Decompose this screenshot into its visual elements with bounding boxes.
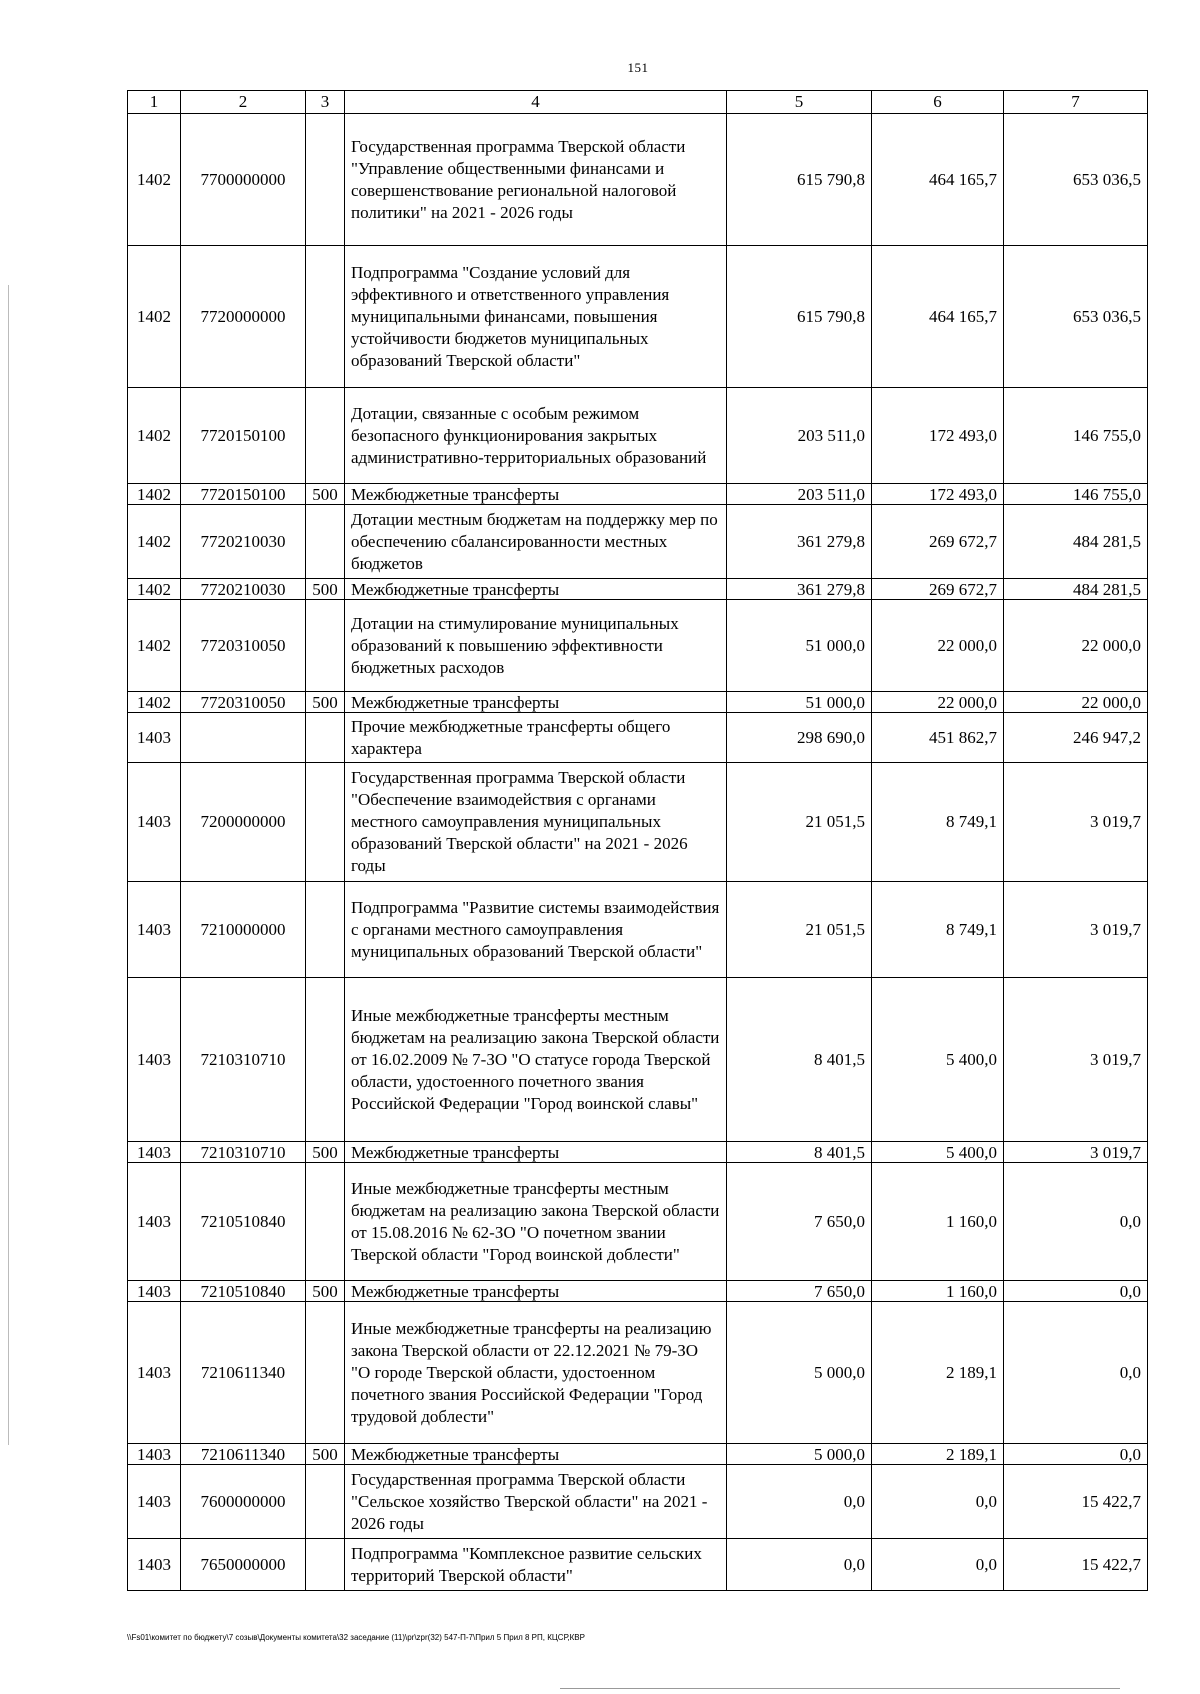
- amount-2024-cell: 361 279,8: [727, 505, 872, 579]
- section-cell: 1403: [128, 1302, 181, 1444]
- name-cell: Государственная программа Тверской области "Обеспечение взаимодействия с органами местного самоуправления муниципальных образований Тверской области" на 2021 - 2026 годы: [345, 763, 727, 882]
- target-code-cell: 7210000000: [181, 882, 306, 978]
- amount-2026-cell: 15 422,7: [1004, 1465, 1148, 1539]
- target-code-cell: 7720000000: [181, 246, 306, 388]
- expense-type-cell: [306, 505, 345, 579]
- expense-type-cell: [306, 1465, 345, 1539]
- amount-2025-cell: 269 672,7: [872, 505, 1004, 579]
- target-code-cell: 7210310710: [181, 1142, 306, 1163]
- amount-2025-cell: 172 493,0: [872, 484, 1004, 505]
- amount-2026-cell: 0,0: [1004, 1302, 1148, 1444]
- amount-2026-cell: 146 755,0: [1004, 388, 1148, 484]
- target-code-cell: 7210611340: [181, 1302, 306, 1444]
- table-row: [128, 1142, 1148, 1163]
- table-row: [128, 484, 1148, 505]
- amount-2024-cell: 8 401,5: [727, 1142, 872, 1163]
- header-row: [128, 91, 1148, 114]
- amount-2025-cell: 0,0: [872, 1465, 1004, 1539]
- budget-table: [127, 90, 1148, 1591]
- table-row: [128, 978, 1148, 1142]
- expense-type-cell: 500: [306, 579, 345, 600]
- target-code-cell: 7600000000: [181, 1465, 306, 1539]
- expense-type-cell: [306, 1163, 345, 1281]
- expense-type-cell: 500: [306, 692, 345, 713]
- amount-2026-cell: 3 019,7: [1004, 1142, 1148, 1163]
- amount-2024-cell: 8 401,5: [727, 978, 872, 1142]
- amount-2024-cell: 51 000,0: [727, 692, 872, 713]
- amount-2026-cell: 246 947,2: [1004, 713, 1148, 763]
- expense-type-cell: 500: [306, 484, 345, 505]
- section-cell: 1403: [128, 882, 181, 978]
- amount-2026-cell: 0,0: [1004, 1281, 1148, 1302]
- amount-2026-cell: 3 019,7: [1004, 882, 1148, 978]
- column-header: 3: [306, 91, 345, 114]
- expense-type-cell: 500: [306, 1142, 345, 1163]
- table-row: [128, 505, 1148, 579]
- name-cell: Подпрограмма "Развитие системы взаимодействия с органами местного самоуправления муниципальных образований Тверской области": [345, 882, 727, 978]
- amount-2024-cell: 51 000,0: [727, 600, 872, 692]
- amount-2026-cell: 3 019,7: [1004, 763, 1148, 882]
- table-row: [128, 388, 1148, 484]
- amount-2026-cell: 0,0: [1004, 1444, 1148, 1465]
- amount-2026-cell: 15 422,7: [1004, 1539, 1148, 1591]
- name-cell: Государственная программа Тверской области "Сельское хозяйство Тверской области" на 2021 - 2026 годы: [345, 1465, 727, 1539]
- amount-2025-cell: 464 165,7: [872, 246, 1004, 388]
- section-cell: 1403: [128, 1142, 181, 1163]
- amount-2025-cell: 172 493,0: [872, 388, 1004, 484]
- amount-2024-cell: 21 051,5: [727, 763, 872, 882]
- name-cell: Межбюджетные трансферты: [345, 1281, 727, 1302]
- name-cell: Иные межбюджетные трансферты местным бюджетам на реализацию закона Тверской области от 15.08.2016 № 62-ЗО "О почетном звании Тверской области "Город воинской доблести": [345, 1163, 727, 1281]
- expense-type-cell: [306, 978, 345, 1142]
- amount-2024-cell: 361 279,8: [727, 579, 872, 600]
- amount-2026-cell: 653 036,5: [1004, 114, 1148, 246]
- section-cell: 1402: [128, 246, 181, 388]
- name-cell: Дотации, связанные с особым режимом безопасного функционирования закрытых административно-территориальных образований: [345, 388, 727, 484]
- expense-type-cell: [306, 882, 345, 978]
- amount-2026-cell: 22 000,0: [1004, 692, 1148, 713]
- target-code-cell: 7210510840: [181, 1163, 306, 1281]
- name-cell: Межбюджетные трансферты: [345, 692, 727, 713]
- section-cell: 1402: [128, 114, 181, 246]
- section-cell: 1402: [128, 579, 181, 600]
- target-code-cell: 7720310050: [181, 600, 306, 692]
- target-code-cell: 7210510840: [181, 1281, 306, 1302]
- amount-2026-cell: 653 036,5: [1004, 246, 1148, 388]
- amount-2024-cell: 615 790,8: [727, 114, 872, 246]
- table-row: [128, 246, 1148, 388]
- amount-2024-cell: 21 051,5: [727, 882, 872, 978]
- table-row: [128, 1444, 1148, 1465]
- amount-2025-cell: 269 672,7: [872, 579, 1004, 600]
- name-cell: Дотации на стимулирование муниципальных образований к повышению эффективности бюджетных расходов: [345, 600, 727, 692]
- target-code-cell: 7720210030: [181, 505, 306, 579]
- amount-2026-cell: 3 019,7: [1004, 978, 1148, 1142]
- amount-2024-cell: 5 000,0: [727, 1444, 872, 1465]
- amount-2024-cell: 7 650,0: [727, 1281, 872, 1302]
- section-cell: 1403: [128, 1163, 181, 1281]
- amount-2025-cell: 8 749,1: [872, 882, 1004, 978]
- expense-type-cell: [306, 246, 345, 388]
- column-header: 5: [727, 91, 872, 114]
- amount-2024-cell: 7 650,0: [727, 1163, 872, 1281]
- section-cell: 1403: [128, 713, 181, 763]
- table-row: [128, 1163, 1148, 1281]
- amount-2025-cell: 22 000,0: [872, 692, 1004, 713]
- name-cell: Межбюджетные трансферты: [345, 484, 727, 505]
- name-cell: Межбюджетные трансферты: [345, 579, 727, 600]
- section-cell: 1402: [128, 505, 181, 579]
- column-header: 4: [345, 91, 727, 114]
- name-cell: Подпрограмма "Создание условий для эффективного и ответственного управления муниципальными финансами, повышения устойчивости бюджетов муниципальных образований Тверской области": [345, 246, 727, 388]
- table-row: [128, 579, 1148, 600]
- amount-2026-cell: 484 281,5: [1004, 579, 1148, 600]
- table-row: [128, 1539, 1148, 1591]
- section-cell: 1403: [128, 978, 181, 1142]
- section-cell: 1402: [128, 484, 181, 505]
- amount-2025-cell: 5 400,0: [872, 1142, 1004, 1163]
- amount-2026-cell: 22 000,0: [1004, 600, 1148, 692]
- table-row: [128, 692, 1148, 713]
- expense-type-cell: 500: [306, 1281, 345, 1302]
- table-row: [128, 1465, 1148, 1539]
- column-header: 7: [1004, 91, 1148, 114]
- name-cell: Межбюджетные трансферты: [345, 1444, 727, 1465]
- amount-2024-cell: 615 790,8: [727, 246, 872, 388]
- amount-2025-cell: 451 862,7: [872, 713, 1004, 763]
- target-code-cell: 7210611340: [181, 1444, 306, 1465]
- name-cell: Подпрограмма "Комплексное развитие сельских территорий Тверской области": [345, 1539, 727, 1591]
- column-header: 2: [181, 91, 306, 114]
- name-cell: Прочие межбюджетные трансферты общего характера: [345, 713, 727, 763]
- amount-2025-cell: 5 400,0: [872, 978, 1004, 1142]
- column-header: 6: [872, 91, 1004, 114]
- scan-bottom-line: [560, 1688, 1120, 1689]
- table-row: [128, 1281, 1148, 1302]
- expense-type-cell: [306, 600, 345, 692]
- expense-type-cell: [306, 713, 345, 763]
- section-cell: 1402: [128, 600, 181, 692]
- target-code-cell: 7700000000: [181, 114, 306, 246]
- target-code-cell: 7210310710: [181, 978, 306, 1142]
- expense-type-cell: [306, 114, 345, 246]
- target-code-cell: 7720150100: [181, 484, 306, 505]
- amount-2024-cell: 0,0: [727, 1465, 872, 1539]
- amount-2024-cell: 5 000,0: [727, 1302, 872, 1444]
- amount-2025-cell: 0,0: [872, 1539, 1004, 1591]
- table-row: [128, 1302, 1148, 1444]
- table-row: [128, 114, 1148, 246]
- amount-2025-cell: 8 749,1: [872, 763, 1004, 882]
- table-row: [128, 882, 1148, 978]
- amount-2025-cell: 22 000,0: [872, 600, 1004, 692]
- amount-2024-cell: 0,0: [727, 1539, 872, 1591]
- expense-type-cell: [306, 1302, 345, 1444]
- page-number: 151: [627, 60, 649, 75]
- column-header: 1: [128, 91, 181, 114]
- section-cell: 1403: [128, 1281, 181, 1302]
- expense-type-cell: [306, 1539, 345, 1591]
- name-cell: Государственная программа Тверской области "Управление общественными финансами и совершенствование региональной налоговой политики" на 2021 - 2026 годы: [345, 114, 727, 246]
- amount-2024-cell: 203 511,0: [727, 388, 872, 484]
- amount-2025-cell: 464 165,7: [872, 114, 1004, 246]
- scan-margin-line: [8, 285, 9, 1445]
- target-code-cell: 7200000000: [181, 763, 306, 882]
- amount-2025-cell: 2 189,1: [872, 1302, 1004, 1444]
- expense-type-cell: [306, 763, 345, 882]
- expense-type-cell: 500: [306, 1444, 345, 1465]
- section-cell: 1403: [128, 1465, 181, 1539]
- name-cell: Иные межбюджетные трансферты на реализацию закона Тверской области от 22.12.2021 № 79-ЗО "О городе Тверской области, удостоенном почетного звания Российской Федерации "Город трудовой доблести": [345, 1302, 727, 1444]
- target-code-cell: 7720310050: [181, 692, 306, 713]
- amount-2024-cell: 298 690,0: [727, 713, 872, 763]
- target-code-cell: 7650000000: [181, 1539, 306, 1591]
- table-row: [128, 600, 1148, 692]
- amount-2025-cell: 1 160,0: [872, 1163, 1004, 1281]
- section-cell: 1403: [128, 1444, 181, 1465]
- amount-2026-cell: 146 755,0: [1004, 484, 1148, 505]
- footer-file-path: \\Fs01\комитет по бюджету\7 созыв\Документы комитета\32 заседание (11)\pr\zpr(32) 547-П-7\Прил 5 Прил 8 РП, КЦСР,КВР: [127, 1633, 585, 1642]
- target-code-cell: [181, 713, 306, 763]
- section-cell: 1403: [128, 1539, 181, 1591]
- name-cell: Дотации местным бюджетам на поддержку мер по обеспечению сбалансированности местных бюджетов: [345, 505, 727, 579]
- table-row: [128, 763, 1148, 882]
- target-code-cell: 7720210030: [181, 579, 306, 600]
- name-cell: Межбюджетные трансферты: [345, 1142, 727, 1163]
- section-cell: 1403: [128, 763, 181, 882]
- table-row: [128, 713, 1148, 763]
- section-cell: 1402: [128, 692, 181, 713]
- amount-2025-cell: 2 189,1: [872, 1444, 1004, 1465]
- amount-2024-cell: 203 511,0: [727, 484, 872, 505]
- amount-2026-cell: 484 281,5: [1004, 505, 1148, 579]
- expense-type-cell: [306, 388, 345, 484]
- target-code-cell: 7720150100: [181, 388, 306, 484]
- section-cell: 1402: [128, 388, 181, 484]
- amount-2026-cell: 0,0: [1004, 1163, 1148, 1281]
- amount-2025-cell: 1 160,0: [872, 1281, 1004, 1302]
- name-cell: Иные межбюджетные трансферты местным бюджетам на реализацию закона Тверской области от 16.02.2009 № 7-ЗО "О статусе города Тверской области, удостоенного почетного звания Российской Федерации "Город воинской славы": [345, 978, 727, 1142]
